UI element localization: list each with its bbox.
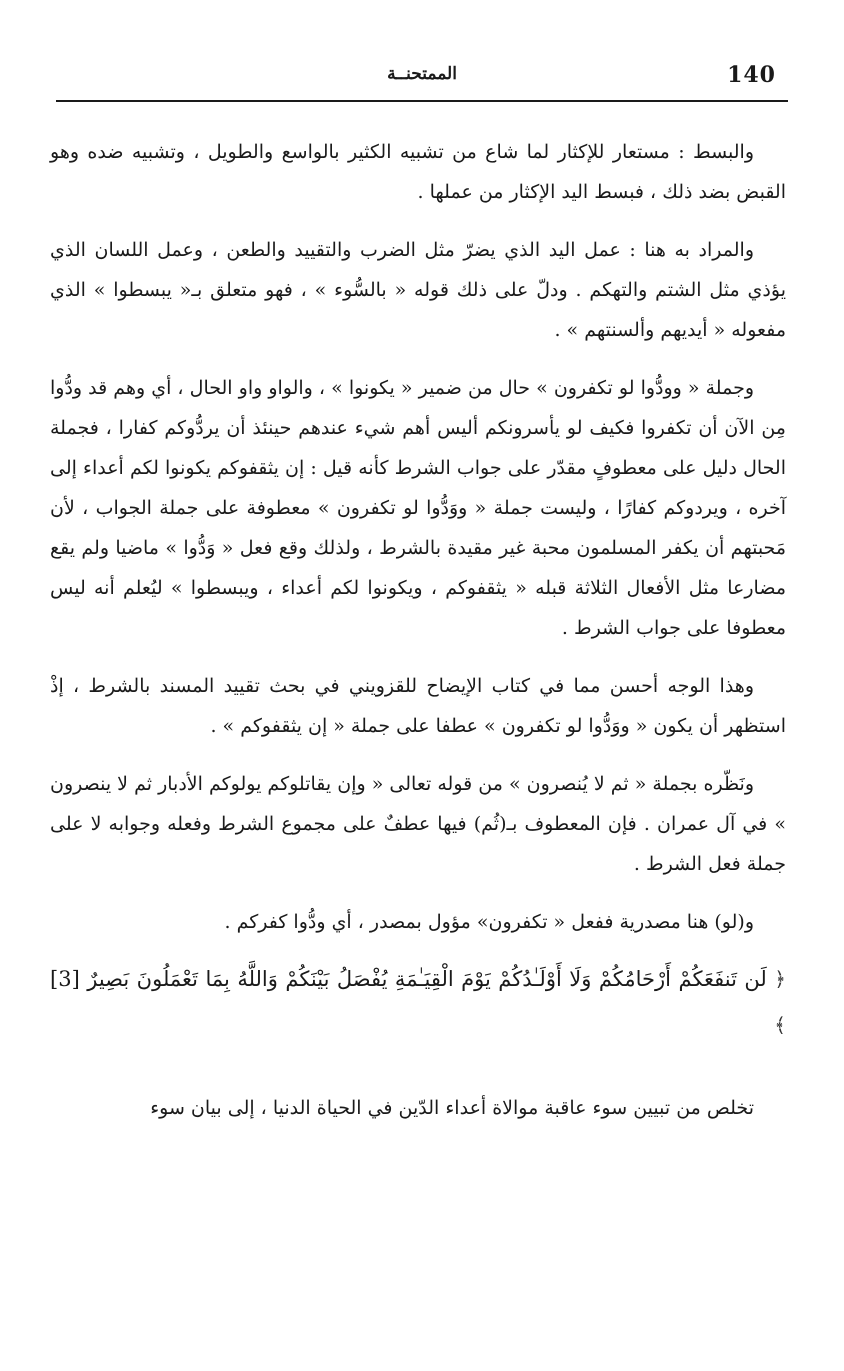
verse-text: لَن تَنفَعَكُمْ أَرْحَامُكُمْ وَلَا أَوْلَـٰدُكُمْ يَوْمَ الْقِيَـٰمَةِ يُفْصَلُ بَيْنَكُمْ وَاللَّهُ بِمَا تَعْمَلُونَ بَصِيرٌ bbox=[87, 967, 767, 991]
paragraph-murad: والمراد به هنا : عمل اليد الذي يضرّ مثل الضرب والتقييد والطعن ، وعمل اللسان الذي يؤذي مثل الشتم والتهكم . ودلّ على ذلك قوله « بالسُّوء » ، فهو متعلق بـ« يبسطوا » الذي مفعوله « أيديهم وألسنتهم » . bbox=[50, 239, 786, 341]
page-body bbox=[50, 132, 786, 1146]
paragraph-next: تخلص من تبيين سوء عاقبة موالاة أعداء الدّين في الحياة الدنيا ، إلى بيان سوء bbox=[150, 1097, 754, 1119]
paragraph-wajh: وهذا الوجه أحسن مما في كتاب الإيضاح للقزويني في بحث تقييد المسند بالشرط ، إذْ استظهر أن يكون « ووَدُّوا لو تكفرون » عطفا على جملة « إن يثقفوكم » . bbox=[50, 675, 786, 737]
quran-verse bbox=[50, 956, 786, 1048]
verse-number: [3] bbox=[50, 967, 80, 991]
paragraph-nazzarahu: ونَظّره بجملة « ثم لا يُنصرون » من قوله تعالى « وإن يقاتلوكم يولوكم الأدبار ثم لا ينصرون » في آل عمران . فإن المعطوف بـ(ثُم) فيها عطفٌ على مجموع الشرط وفعله وجوابه لا على جملة فعل الشرط . bbox=[50, 773, 786, 875]
paragraph-law: و(لو) هنا مصدرية ففعل « تكفرون» مؤول بمصدر ، أي ودُّوا كفركم . bbox=[224, 911, 754, 933]
paragraph-wa-jumla: وجملة « وودُّوا لو تكفرون » حال من ضمير « يكونوا » ، والواو واو الحال ، أي وهم قد ودُّوا مِن الآن أن تكفروا فكيف لو يأسرونكم أليس أهم شيء عندهم حينئذ أن يردُّوكم كفارا ، فجملة الحال دليل على معطوفٍ مقدّر على جواب الشرط كأنه قيل : إن يثقفوكم يكونوا لكم أعداء إلى آخره ، ويردوكم كفارًا ، وليست جملة « ووَدُّوا لو تكفرون » معطوفة على جملة الجواب ، لأن مَحبتهم أن يكفر المسلمون محبة غير مقيدة بالشرط ، ولذلك وقع فعل « وَدُّوا » ماضيا ولم يقع مضارعا مثل الأفعال الثلاثة قبله « يثقفوكم ، ويكونوا لكم أعداء ، ويبسطوا » ليُعلم أنه ليس معطوفا على جواب الشرط . bbox=[50, 377, 786, 639]
page-number: 140 bbox=[727, 62, 776, 88]
header-rule bbox=[56, 100, 788, 102]
running-title: الممتحنــة bbox=[387, 64, 457, 84]
page-header bbox=[58, 58, 786, 92]
verse-open-mark: ﴿ bbox=[774, 967, 787, 991]
paragraph-bast: والبسط : مستعار للإكثار لما شاع من تشبيه الكثير بالواسع والطويل ، وتشبيه ضده وهو القبض بضد ذلك ، فبسط اليد الإكثار من عملها . bbox=[50, 141, 786, 203]
verse-close-mark: ﴾ bbox=[774, 1013, 786, 1037]
